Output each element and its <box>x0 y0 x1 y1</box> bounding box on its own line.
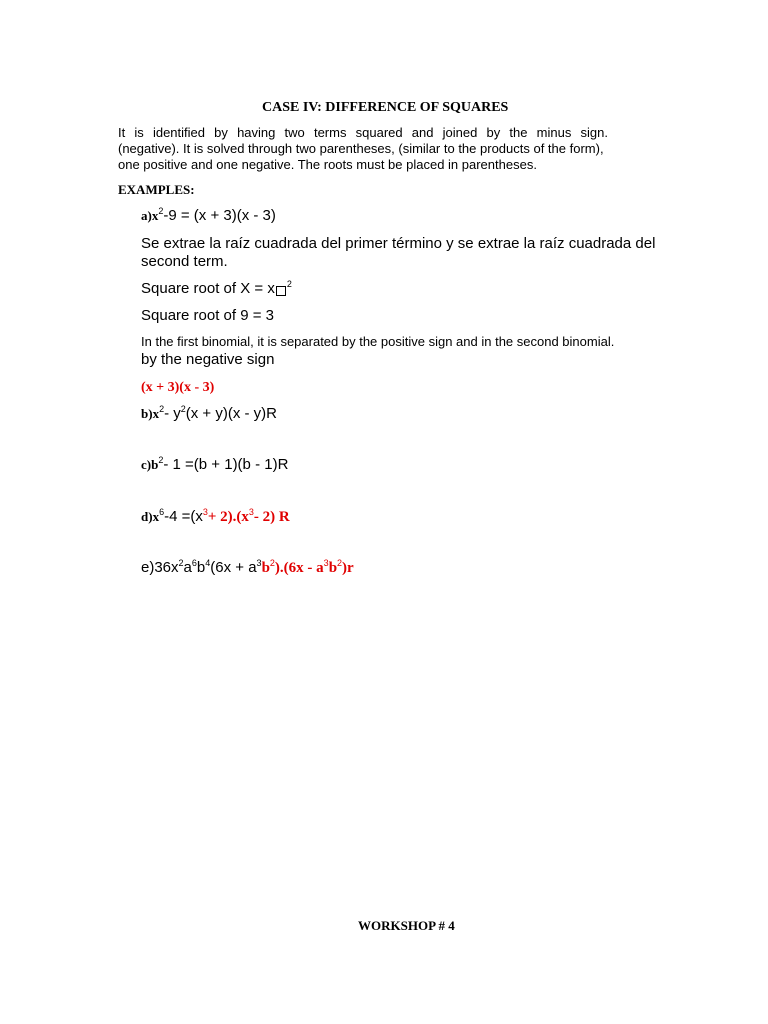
example-a-rest: -9 = (x + 3)(x - 3) <box>163 207 276 224</box>
intro-paragraph <box>118 125 608 173</box>
example-e-exp-6: 3 <box>323 558 329 568</box>
example-d-red-2: - 2) R <box>253 509 290 525</box>
example-e-red-end: )r <box>342 560 354 576</box>
example-c-rest: - 1 =(b + 1)(b - 1)R <box>163 456 289 473</box>
example-d-red-1: + 2).(x <box>207 509 249 525</box>
binomial-line-1: In the first binomial, it is separated by the positive sign and in the second binomial. <box>141 334 615 349</box>
example-d <box>141 508 290 526</box>
example-e-exp-3: 4 <box>205 558 211 568</box>
page-title: CASE IV: DIFFERENCE OF SQUARES <box>262 100 509 115</box>
intro-line-2: (negative). It is solved through two parentheses, (similar to the products of the form), <box>118 141 604 156</box>
example-b-label: b) <box>141 406 153 421</box>
example-e-exp-2: 6 <box>191 558 197 568</box>
sqrt-x-text: Square root of X = x <box>141 280 275 297</box>
example-e-mid: (6x + a <box>210 559 257 576</box>
example-c-var: b <box>151 457 159 472</box>
example-e-red-b: b <box>261 560 270 576</box>
example-c-label: c) <box>141 457 152 472</box>
workshop-footer: WORKSHOP # 4 <box>358 918 455 933</box>
example-e-red-mid: ).(6x - a <box>274 560 324 576</box>
explanation-block <box>141 235 655 271</box>
example-a-exponent: 2 <box>158 206 164 216</box>
example-b <box>141 405 277 422</box>
examples-heading: EXAMPLES: <box>118 182 195 197</box>
example-d-exponent: 6 <box>159 507 165 517</box>
example-b-exponent-1: 2 <box>159 404 165 414</box>
example-d-var: x <box>152 509 160 524</box>
explanation-line-1: Se extrae la raíz cuadrada del primer término y se extrae la raíz cuadrada del <box>141 235 656 252</box>
sqrt-x-exponent: 2 <box>286 279 292 289</box>
example-d-label: d) <box>141 509 153 524</box>
example-e-prefix: e)36x <box>141 559 179 576</box>
example-e <box>141 559 354 577</box>
result-a: (x + 3)(x - 3) <box>141 380 215 395</box>
sqrt-x-line <box>141 280 292 297</box>
example-b-var: x <box>152 406 160 421</box>
example-a-label: a) <box>141 208 152 223</box>
intro-line-1: It is identified by having two terms squared and joined by the minus sign. <box>118 125 608 140</box>
example-b-rest: (x + y)(x - y)R <box>185 405 278 422</box>
example-e-b: b <box>196 559 206 576</box>
example-d-exponent-3: 3 <box>248 507 254 517</box>
example-a-var: x <box>151 208 159 223</box>
intro-line-3: one positive and one negative. The roots must be placed in parentheses. <box>118 157 537 172</box>
example-d-eq: -4 =(x <box>164 508 203 525</box>
example-e-exp-7: 2 <box>337 558 343 568</box>
example-b-exponent-2: 2 <box>180 404 186 414</box>
example-e-exp-1: 2 <box>178 558 184 568</box>
example-b-mid: - y <box>164 405 181 422</box>
placeholder-box-icon <box>276 286 286 296</box>
example-e-red-b2: b <box>328 560 338 576</box>
example-c-exponent: 2 <box>158 455 164 465</box>
example-d-exponent-2: 3 <box>202 507 208 517</box>
explanation-line-2: second term. <box>141 253 228 270</box>
binomial-line-2: by the negative sign <box>141 351 275 368</box>
example-a <box>141 207 276 224</box>
sqrt-9-line: Square root of 9 = 3 <box>141 307 275 324</box>
example-e-a: a <box>183 559 192 576</box>
example-c <box>141 456 288 473</box>
example-e-exp-5: 2 <box>269 558 275 568</box>
example-e-exp-4: 3 <box>256 558 262 568</box>
